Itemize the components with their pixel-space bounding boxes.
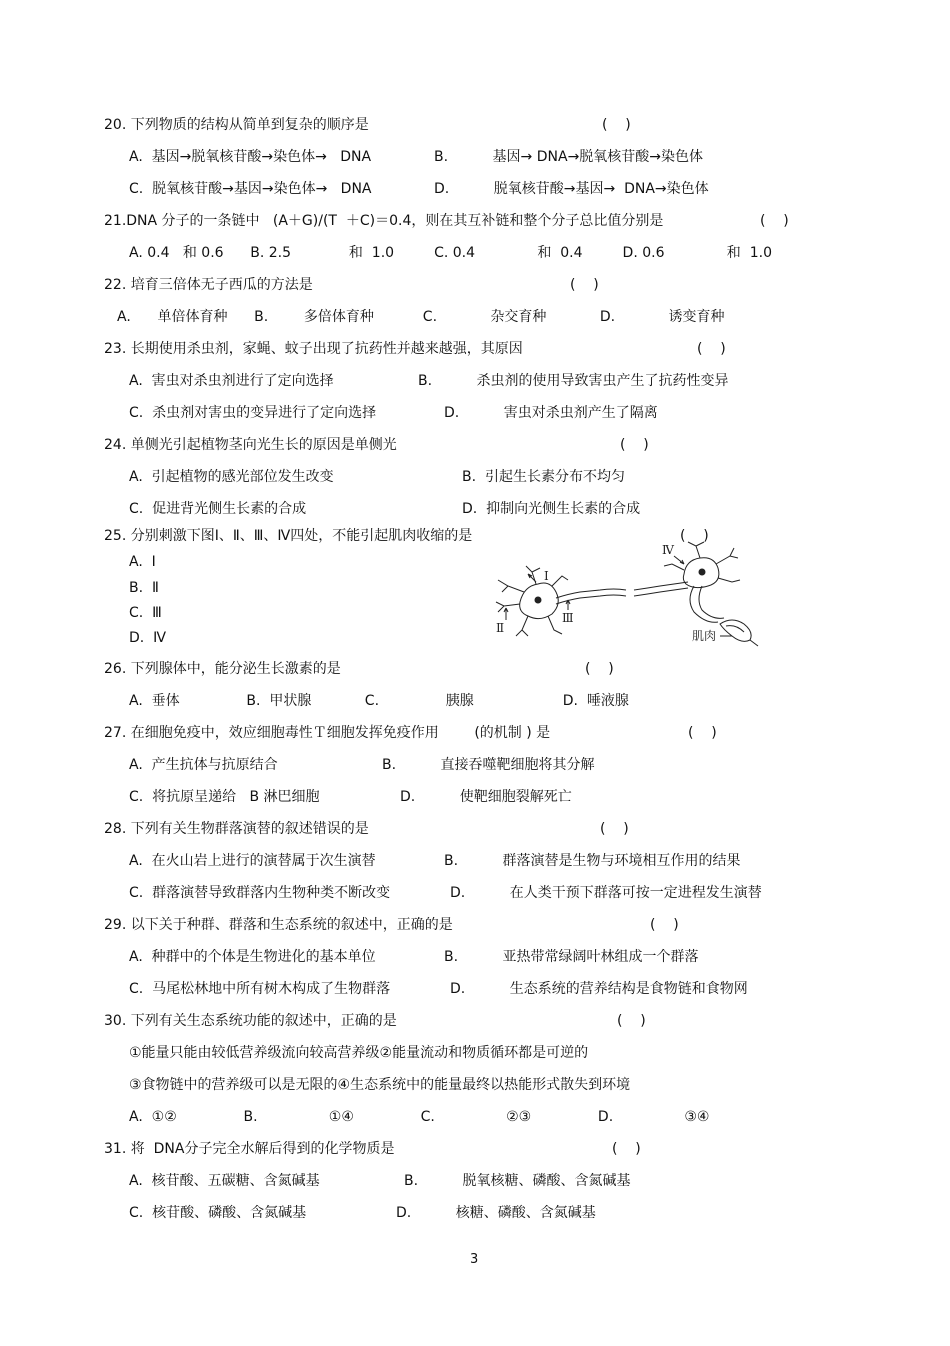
q29-option-a: A. 种群中的个体是生物进化的基本单位: [129, 949, 376, 965]
q30-answer-paren: ( ): [617, 1013, 646, 1029]
q26-stem: 26. 下列腺体中，能分泌生长激素的是: [104, 661, 341, 677]
q30-stem: 30. 下列有关生态系统功能的叙述中，正确的是: [104, 1013, 397, 1029]
q27-option-b: B. 直接吞噬靶细胞将其分解: [382, 757, 595, 773]
q31-stem: 31. 将 DNA分子完全水解后得到的化学物质是: [104, 1141, 395, 1157]
q22-stem: 22. 培育三倍体无子西瓜的方法是: [104, 277, 313, 293]
label-I: Ⅰ: [544, 569, 549, 583]
q31-option-b: B. 脱氧核糖、磷酸、含氮碱基: [404, 1173, 631, 1189]
q30-statements-1: ①能量只能由较低营养级流向较高营养级②能量流动和物质循环都是可逆的: [129, 1045, 589, 1061]
q24-answer-paren: ( ): [620, 437, 649, 453]
q20-stem: 20. 下列物质的结构从简单到复杂的顺序是: [104, 117, 369, 133]
q26-answer-paren: ( ): [585, 661, 614, 677]
q31-option-d: D. 核糖、磷酸、含氮碱基: [396, 1205, 596, 1221]
q25-option-b: B. Ⅱ: [129, 580, 159, 596]
q21-stem: 21.DNA 分子的一条链中 (A＋G)/(T ＋C)＝0.4，则在其互补链和整个分子总比值分别是: [104, 213, 664, 229]
q26-options: A. 垂体 B. 甲状腺 C. 胰腺 D. 唾液腺: [129, 693, 629, 709]
q27-option-a: A. 产生抗体与抗原结合: [129, 757, 278, 773]
q23-option-b: B. 杀虫剂的使用导致害虫产生了抗药性变异: [418, 373, 729, 389]
muscle-label: 肌肉: [692, 629, 717, 643]
q31-option-a: A. 核苷酸、五碳糖、含氮碱基: [129, 1173, 320, 1189]
q30-statements-2: ③食物链中的营养级可以是无限的④生态系统中的能量最终以热能形式散失到环境: [129, 1077, 631, 1093]
q23-option-a: A. 害虫对杀虫剂进行了定向选择: [129, 373, 334, 389]
q20-option-d: D. 脱氧核苷酸→基因→ DNA→染色体: [434, 181, 709, 197]
q28-option-d: D. 在人类干预下群落可按一定进程发生演替: [450, 885, 762, 901]
q20-option-c: C. 脱氧核苷酸→基因→染色体→ DNA: [129, 181, 372, 197]
q27-stem: 27. 在细胞免疫中，效应细胞毒性Ｔ细胞发挥免疫作用 (的机制 ) 是: [104, 725, 551, 741]
q21-options: A. 0.4 和 0.6 B. 2.5 和 1.0 C. 0.4 和 0.4 D. 0.6 和 1.0: [129, 245, 772, 261]
q27-option-d: D. 使靶细胞裂解死亡: [400, 789, 572, 805]
q23-option-c: C. 杀虫剂对害虫的变异进行了定向选择: [129, 405, 377, 421]
q29-answer-paren: ( ): [650, 917, 679, 933]
q29-option-c: C. 马尾松林地中所有树木构成了生物群落: [129, 981, 391, 997]
q25-option-c: C. Ⅲ: [129, 605, 162, 621]
q23-stem: 23. 长期使用杀虫剂，家蝇、蚊子出现了抗药性并越来越强，其原因: [104, 341, 523, 357]
q25-answer-paren: ( ): [680, 528, 709, 544]
q29-stem: 29. 以下关于种群、群落和生态系统的叙述中，正确的是: [104, 917, 453, 933]
q31-option-c: C. 核苷酸、磷酸、含氮碱基: [129, 1205, 307, 1221]
q28-answer-paren: ( ): [600, 821, 629, 837]
q25-option-a: A. Ⅰ: [129, 554, 156, 570]
q22-answer-paren: ( ): [570, 277, 599, 293]
q28-stem: 28. 下列有关生物群落演替的叙述错误的是: [104, 821, 369, 837]
q28-option-b: B. 群落演替是生物与环境相互作用的结果: [444, 853, 741, 869]
label-IV: Ⅳ: [662, 543, 674, 557]
q20-option-a: A. 基因→脱氧核苷酸→染色体→ DNA: [129, 149, 372, 165]
label-II: Ⅱ: [496, 621, 505, 635]
q31-answer-paren: ( ): [612, 1141, 641, 1157]
q20-answer-paren: ( ): [602, 117, 631, 133]
q28-option-c: C. 群落演替导致群落内生物种类不断改变: [129, 885, 391, 901]
q29-option-b: B. 亚热带常绿阔叶林组成一个群落: [444, 949, 699, 965]
q24-stem: 24. 单侧光引起植物茎向光生长的原因是单侧光: [104, 437, 397, 453]
q30-options: A. ①② B. ①④ C. ②③ D. ③④: [129, 1109, 710, 1125]
q20-option-b: B. 基因→ DNA→脱氧核苷酸→染色体: [434, 149, 704, 165]
q21-answer-paren: ( ): [760, 213, 789, 229]
page-number: 3: [470, 1252, 479, 1267]
q24-option-c: C. 促进背光侧生长素的合成: [129, 501, 307, 517]
q24-option-a: A. 引起植物的感光部位发生改变: [129, 469, 334, 485]
q27-answer-paren: ( ): [688, 725, 717, 741]
q27-option-c: C. 将抗原呈递给 B 淋巴细胞: [129, 789, 320, 805]
label-III: Ⅲ: [562, 611, 574, 625]
q24-option-b: B. 引起生长素分布不均匀: [462, 469, 625, 485]
q24-option-d: D. 抑制向光侧生长素的合成: [462, 501, 641, 517]
q23-option-d: D. 害虫对杀虫剂产生了隔离: [444, 405, 658, 421]
q22-options: A. 单倍体育种 B. 多倍体育种 C. 杂交育种 D. 诱变育种: [117, 309, 725, 325]
q25-option-d: D. Ⅳ: [129, 630, 167, 646]
neuron-muscle-diagram: [488, 540, 763, 652]
q23-answer-paren: ( ): [697, 341, 726, 357]
q29-option-d: D. 生态系统的营养结构是食物链和食物网: [450, 981, 748, 997]
q28-option-a: A. 在火山岩上进行的演替属于次生演替: [129, 853, 376, 869]
q25-stem: 25. 分别刺激下图Ⅰ、Ⅱ、Ⅲ、Ⅳ四处，不能引起肌肉收缩的是: [104, 528, 473, 544]
